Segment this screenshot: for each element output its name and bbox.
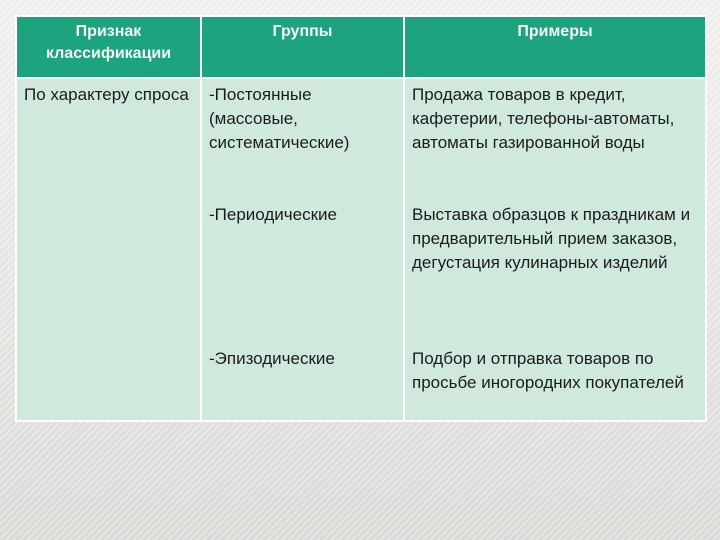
example-episodic: Подбор и отправка товаров по просьбе иногородних покупателей (412, 349, 684, 392)
example-periodic: Выставка образцов к праздникам и предварительный прием заказов, дегустация кулинарных изделий (412, 205, 691, 272)
table-header-row (16, 16, 706, 78)
group-constant: -Постоянные (массовые, систематические) (209, 85, 350, 152)
cell-criterion (16, 78, 201, 421)
example-constant: Продажа товаров в кредит, кафетерии, телефоны-автоматы, автоматы газированной воды (412, 85, 675, 152)
cell-groups (201, 78, 404, 421)
header-criterion: Признак классификации (16, 16, 201, 78)
table-row (16, 78, 706, 421)
classification-table (15, 15, 707, 422)
group-episodic: -Эпизодические (209, 349, 335, 368)
cell-examples (404, 78, 706, 421)
criterion-text: По характеру спроса (24, 85, 189, 104)
group-periodic: -Периодические (209, 205, 337, 224)
header-groups: Группы (201, 16, 404, 78)
header-examples: Примеры (404, 16, 706, 78)
